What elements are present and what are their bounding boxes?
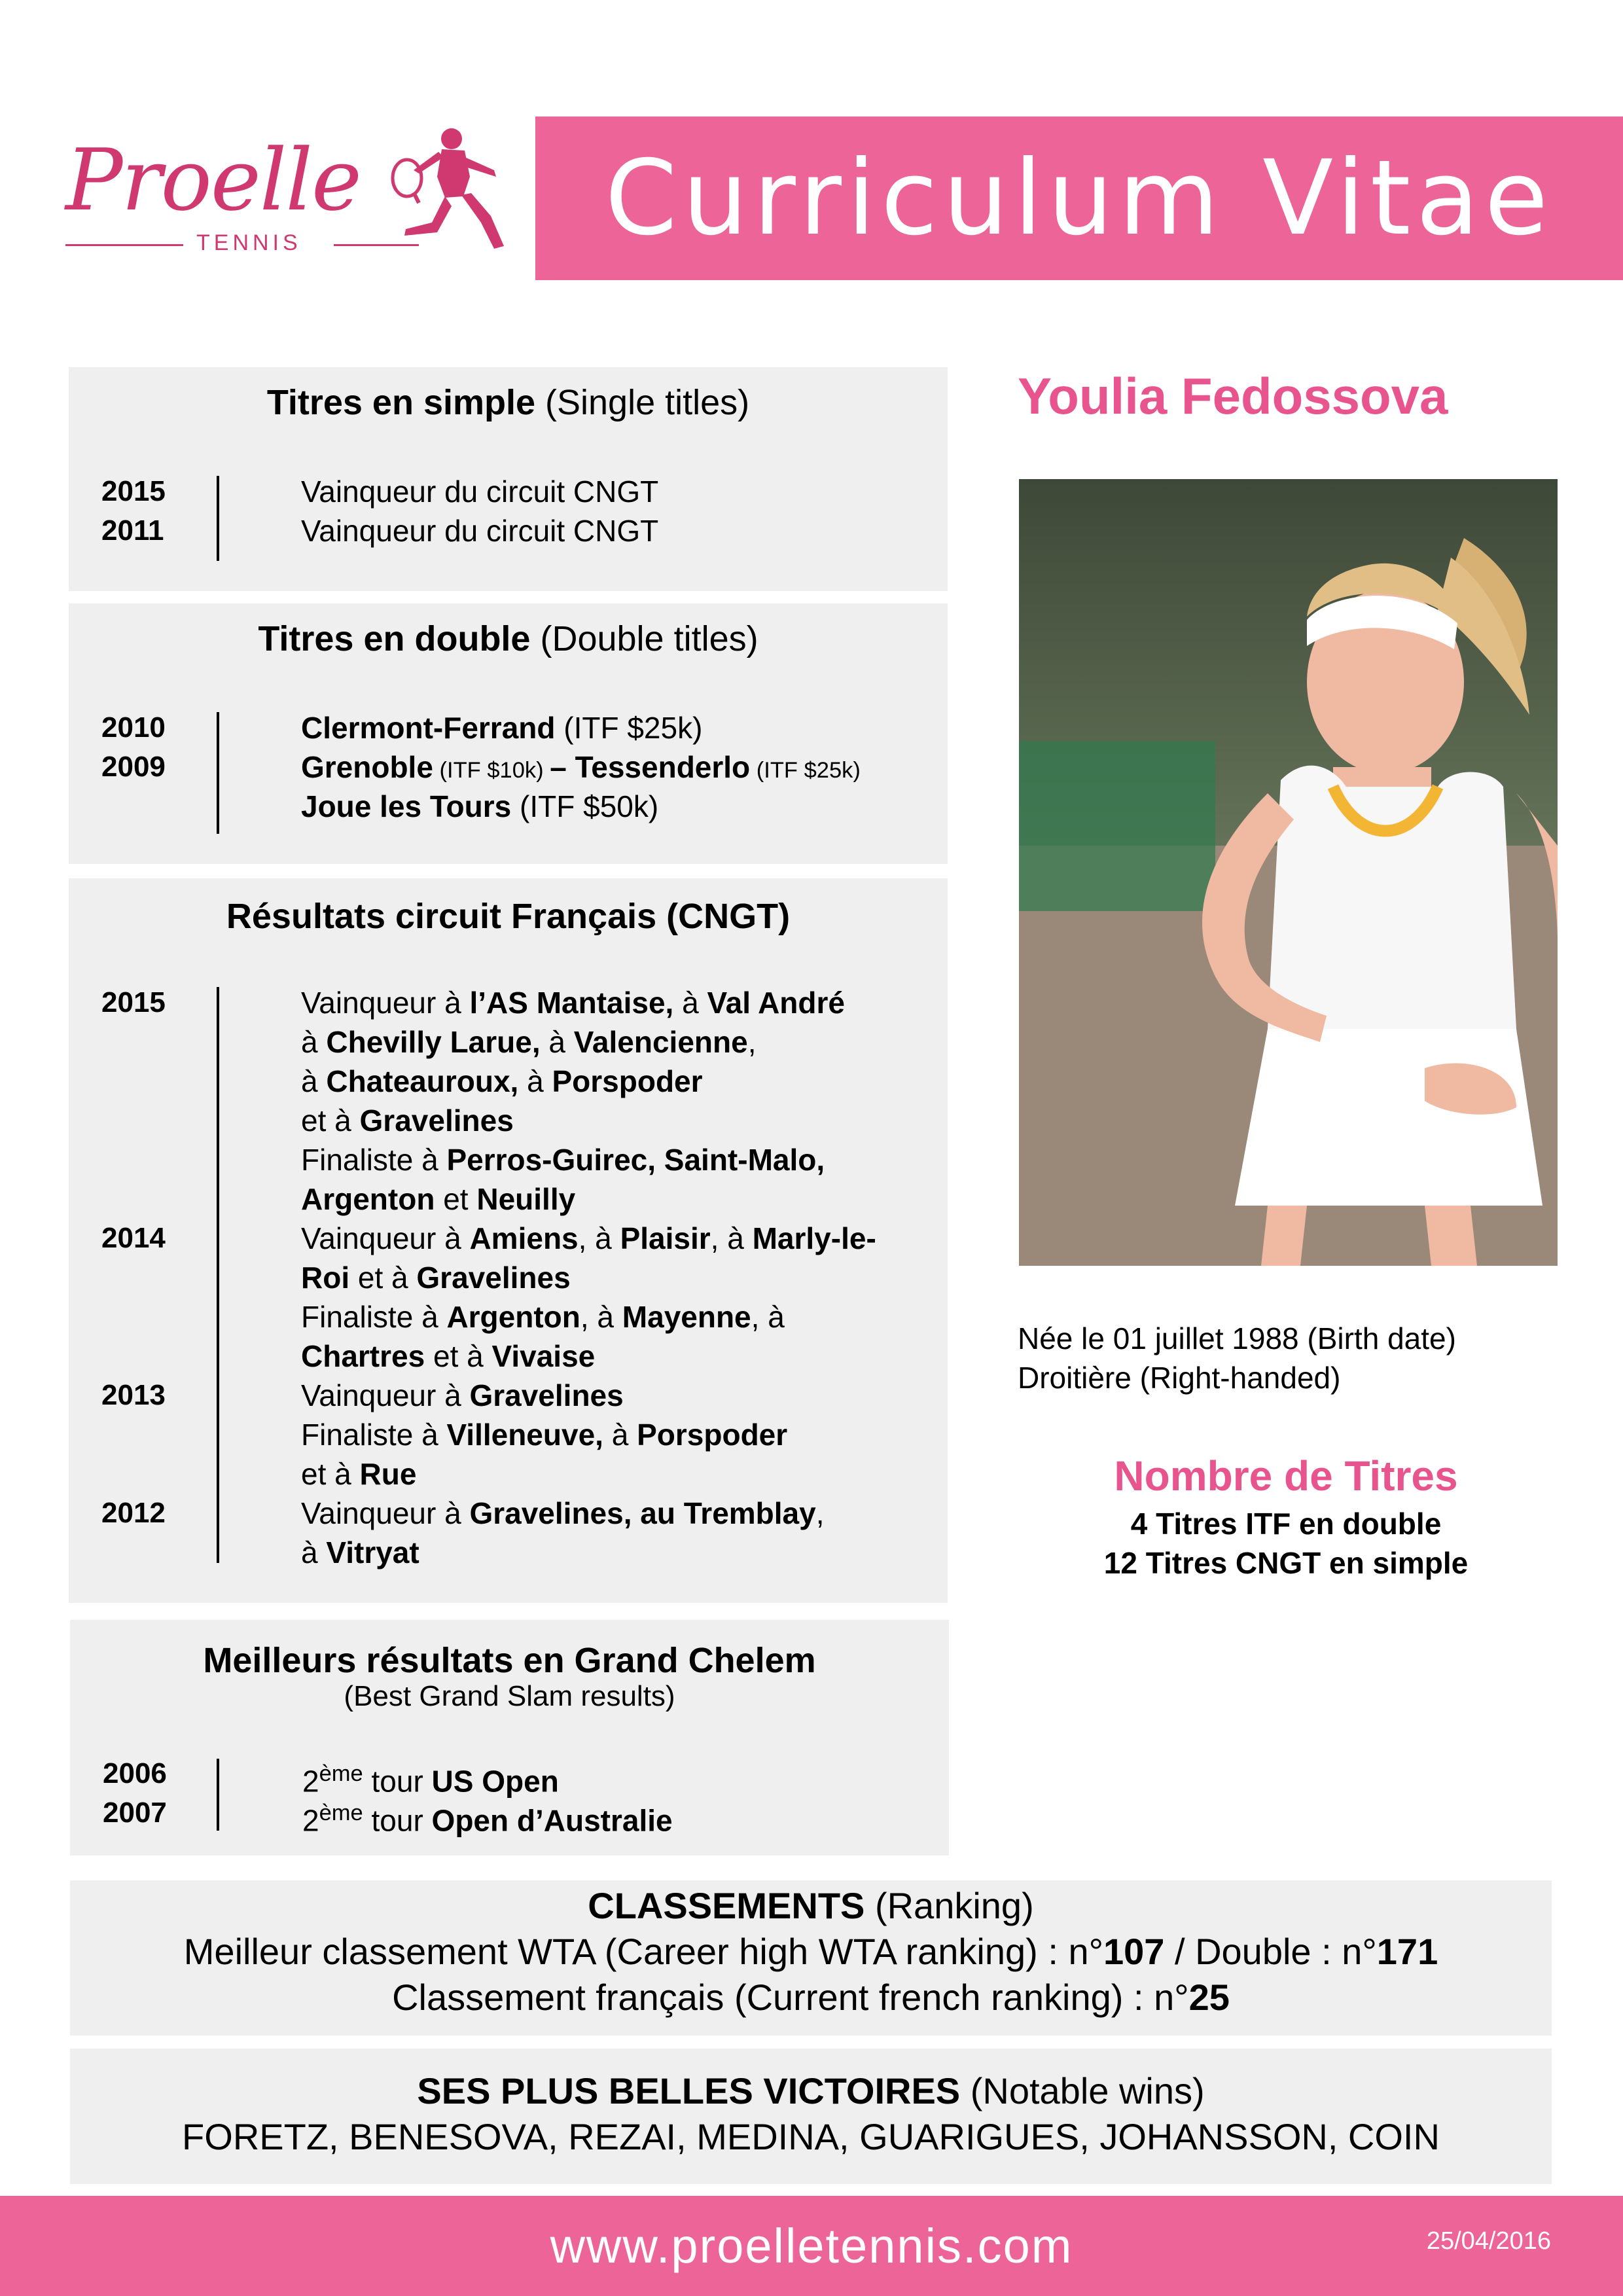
entry-line: Vainqueur du circuit CNGT bbox=[301, 514, 659, 548]
year: 2014 bbox=[101, 1222, 166, 1254]
year: 2013 bbox=[101, 1379, 166, 1411]
year-column bbox=[101, 472, 166, 550]
entry-line: à Vitryat bbox=[301, 1535, 419, 1570]
player-photo bbox=[1019, 479, 1558, 1266]
title-banner bbox=[535, 117, 1623, 280]
entry-line: Finaliste à Villeneuve, à Porspoder bbox=[301, 1418, 788, 1452]
year-column bbox=[101, 708, 166, 787]
logo-subtitle: TENNIS bbox=[196, 230, 302, 255]
year: 2011 bbox=[101, 514, 164, 547]
logo-wordmark: Proelle bbox=[65, 130, 361, 230]
entries bbox=[302, 1754, 673, 1838]
divider bbox=[217, 1759, 219, 1831]
proelle-logo bbox=[65, 124, 465, 268]
titles-count-list bbox=[1027, 1504, 1544, 1583]
section-heading: Meilleurs résultats en Grand Chelem bbox=[203, 1641, 816, 1680]
entry-line: Vainqueur du circuit CNGT bbox=[301, 475, 659, 509]
year: 2015 bbox=[101, 986, 166, 1018]
section-heading bbox=[69, 382, 948, 423]
player-name: Youlia Fedossova bbox=[1018, 367, 1448, 425]
document-date: 25/04/2016 bbox=[1426, 2227, 1551, 2255]
player-bio bbox=[1018, 1319, 1456, 1397]
single-titles-section bbox=[69, 367, 948, 591]
entry-line: Clermont-Ferrand (ITF $25k) bbox=[301, 711, 703, 745]
titles-count-heading: Nombre de Titres bbox=[1114, 1452, 1458, 1499]
entry-line: Finaliste à Argenton, à Mayenne, à bbox=[301, 1300, 785, 1334]
wta-ranking-line: Meilleur classement WTA (Career high WTA ranking) : n°107 / Double : n°171 bbox=[183, 1931, 1438, 1972]
year: 2012 bbox=[101, 1497, 166, 1529]
player-photo-illustration bbox=[1019, 479, 1558, 1266]
titles-count-item: 12 Titres CNGT en simple bbox=[1103, 1546, 1469, 1580]
heading-bold: Titres en double bbox=[258, 619, 531, 658]
handedness: Droitière (Right-handed) bbox=[1018, 1361, 1341, 1395]
notable-wins-list: FORETZ, BENESOVA, REZAI, MEDINA, GUARIGUES, JOHANSSON, COIN bbox=[182, 2116, 1440, 2157]
entries bbox=[301, 983, 876, 1572]
entry-line: Vainqueur à Gravelines bbox=[301, 1378, 624, 1412]
divider bbox=[217, 987, 219, 1563]
entry-line: Vainqueur à Gravelines, au Tremblay, bbox=[301, 1496, 825, 1530]
entries bbox=[301, 708, 861, 826]
section-subheading: (Best Grand Slam results) bbox=[344, 1680, 675, 1712]
year: 2006 bbox=[103, 1757, 167, 1789]
year: 2015 bbox=[101, 475, 166, 507]
double-titles-section bbox=[69, 603, 948, 864]
entry-line: Roi et à Gravelines bbox=[301, 1261, 571, 1295]
notable-wins-section bbox=[70, 2049, 1552, 2184]
tennis-player-icon bbox=[353, 124, 524, 255]
entry-line: et à Rue bbox=[301, 1457, 417, 1491]
section-heading: SES PLUS BELLES VICTOIRES (Notable wins) bbox=[417, 2070, 1205, 2111]
cngt-results-section bbox=[69, 878, 948, 1603]
divider bbox=[217, 476, 219, 561]
birth-date: Née le 01 juillet 1988 (Birth date) bbox=[1018, 1321, 1456, 1355]
page-title: Curriculum Vitae bbox=[605, 138, 1554, 259]
titles-count-item: 4 Titres ITF en double bbox=[1130, 1507, 1442, 1541]
entry-line: Chartres et à Vivaise bbox=[301, 1339, 596, 1373]
entry-line: et à Gravelines bbox=[301, 1103, 514, 1138]
year-column bbox=[103, 1754, 167, 1833]
heading-rest: (Single titles) bbox=[535, 383, 750, 422]
french-ranking-line: Classement français (Current french ranking) : n°25 bbox=[392, 1977, 1230, 2018]
entry-line: 2ème tour US Open bbox=[302, 1761, 559, 1799]
heading-rest: (Double titles) bbox=[530, 619, 758, 658]
year-column bbox=[101, 983, 206, 1572]
footer-bar bbox=[0, 2196, 1623, 2296]
entry-line: Grenoble (ITF $10k) – Tessenderlo (ITF $25k) bbox=[301, 750, 861, 784]
website-link[interactable]: www.proelletennis.com bbox=[550, 2219, 1073, 2273]
grand-slam-section bbox=[70, 1620, 949, 1856]
section-heading: Résultats circuit Français (CNGT) bbox=[226, 897, 791, 936]
entry-line: à Chevilly Larue, à Valencienne, bbox=[301, 1025, 757, 1059]
entry-line: Vainqueur à Amiens, à Plaisir, à Marly-le- bbox=[301, 1221, 876, 1255]
entry-line: Joue les Tours (ITF $50k) bbox=[301, 789, 659, 823]
heading-bold: Titres en simple bbox=[266, 383, 536, 422]
entry-line: à Chateauroux, à Porspoder bbox=[301, 1064, 703, 1098]
entry-line: Argenton et Neuilly bbox=[301, 1182, 576, 1216]
logo-divider bbox=[65, 244, 183, 246]
year: 2007 bbox=[103, 1797, 167, 1829]
ranking-section bbox=[70, 1880, 1552, 2036]
entry-line: Vainqueur à l’AS Mantaise, à Val André bbox=[301, 986, 845, 1020]
year: 2009 bbox=[101, 751, 166, 783]
entry-line: Finaliste à Perros-Guirec, Saint-Malo, bbox=[301, 1143, 825, 1177]
entry-line: 2ème tour Open d’Australie bbox=[302, 1801, 673, 1838]
section-heading: CLASSEMENTS (Ranking) bbox=[588, 1885, 1034, 1926]
section-heading bbox=[69, 618, 948, 660]
year: 2010 bbox=[101, 711, 166, 744]
divider bbox=[217, 712, 219, 834]
entries bbox=[301, 472, 658, 550]
